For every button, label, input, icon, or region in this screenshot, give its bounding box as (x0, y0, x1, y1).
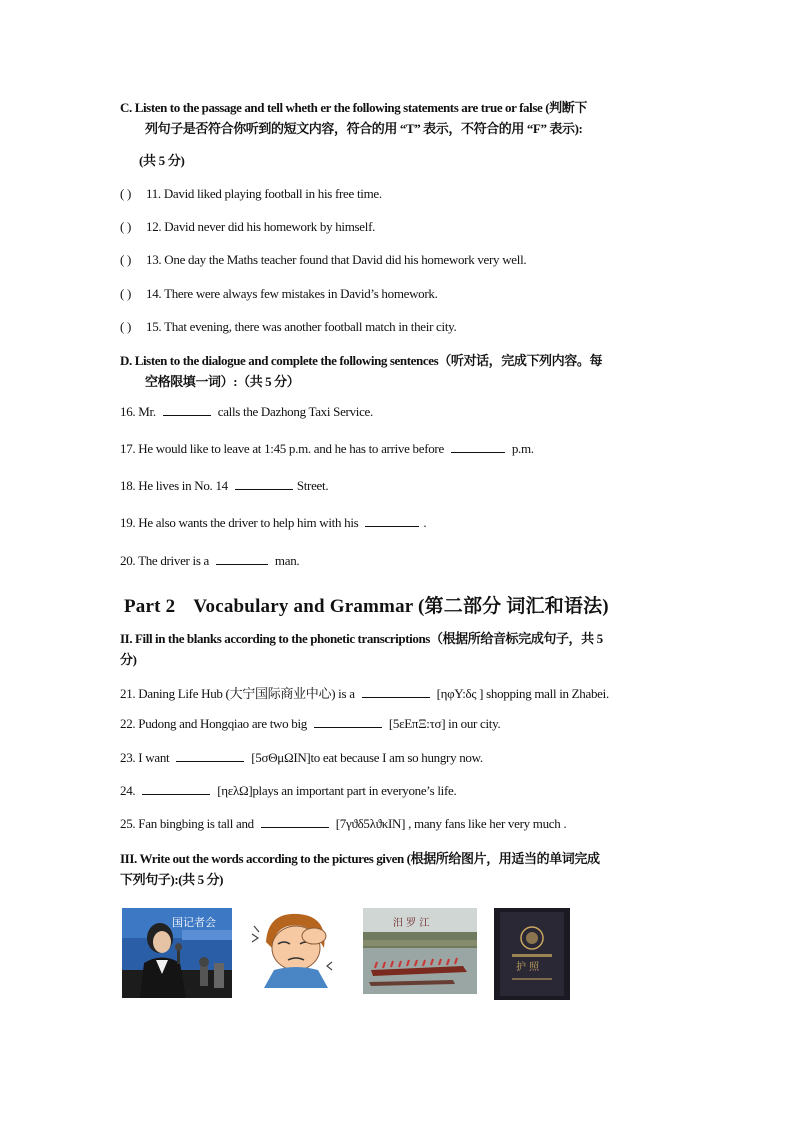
section-d-instruction-line1: D. Listen to the dialogue and complete the following sentences（听对话，完成下列内容。每 (120, 353, 603, 368)
answer-blank[interactable] (163, 404, 211, 416)
question-22 (120, 716, 500, 732)
question-text: [5σΘμΩΙΝ]to eat because I am so hungry now. (248, 750, 483, 765)
answer-blank[interactable] (365, 515, 419, 527)
question-text: 17. He would like to leave at 1:45 p.m. and he has to arrive before (120, 441, 447, 456)
interpreter-photo (122, 908, 232, 998)
answer-paren[interactable]: ( ) (120, 219, 132, 234)
question-20 (120, 553, 299, 569)
question-13 (120, 252, 526, 268)
answer-blank[interactable] (362, 686, 430, 698)
question-23 (120, 750, 483, 766)
question-text: 14. There were always few mistakes in David’s homework. (146, 286, 438, 301)
section-c-instruction-line2: 列句子是否符合你听到的短文内容，符合的用 “T” 表示，不符合的用 “F” 表示): (145, 121, 583, 136)
section-iii-instruction-line2: 下列句子):(共 5 分) (120, 872, 224, 887)
section-c-instruction-line1: C. Listen to the passage and tell wheth er the following statements are true or false (判断下 (120, 100, 587, 115)
picture-row (120, 908, 580, 1000)
section-iii-instruction-line1: III. Write out the words according to the pictures given (根据所给图片，用适当的单词完成 (120, 851, 600, 866)
section-d-instruction (120, 350, 680, 392)
question-16 (120, 404, 373, 420)
question-text: p.m. (508, 441, 534, 456)
question-15 (120, 319, 456, 335)
question-11 (120, 186, 382, 202)
answer-paren[interactable]: ( ) (120, 186, 132, 201)
section-c-instruction (120, 97, 680, 139)
question-text: 22. Pudong and Hongqiao are two big (120, 716, 310, 731)
section-ii-instruction-line1: II. Fill in the blanks according to the phonetic transcriptions（根据所给音标完成句子，共 5 (120, 631, 603, 646)
part-label: Part 2 (124, 596, 176, 617)
question-text: 25. Fan bingbing is tall and (120, 816, 257, 831)
question-text: [5εΕπΞ:τσ] in our city. (385, 716, 501, 731)
question-text: 21. Daning Life Hub (大宁国际商业中心) is a (120, 686, 358, 701)
question-text: . (423, 515, 427, 530)
question-text: 24. (120, 783, 139, 798)
question-text: 13. One day the Maths teacher found that David did his homework very well. (146, 252, 527, 267)
section-iii-instruction (120, 848, 680, 890)
question-text: 18. He lives in No. 14 (120, 478, 231, 493)
part-2-heading (124, 591, 609, 618)
question-text: calls the Dazhong Taxi Service. (214, 404, 373, 419)
answer-blank[interactable] (216, 553, 268, 565)
question-24 (120, 783, 456, 799)
question-17 (120, 441, 534, 457)
section-ii-instruction-line2: 分) (120, 652, 137, 667)
question-text: [ηελΩ]plays an important part in everyone’s life. (214, 783, 457, 798)
photo-caption: 国记者会 (172, 916, 216, 929)
question-text: 15. That evening, there was another football match in their city. (146, 319, 457, 334)
answer-blank[interactable] (142, 783, 210, 795)
question-text: 16. Mr. (120, 404, 159, 419)
answer-paren[interactable]: ( ) (120, 319, 132, 334)
section-d-instruction-line2: 空格限填一词）:（共 5 分） (145, 374, 300, 389)
question-text: 12. David never did his homework by himself. (146, 219, 376, 234)
question-text: [7γϑδ5λϑκΙΝ] , many fans like her very much . (332, 816, 567, 831)
answer-paren[interactable]: ( ) (120, 252, 132, 267)
question-text: 23. I want (120, 750, 173, 765)
answer-blank[interactable] (314, 716, 382, 728)
question-text: Street. (296, 478, 329, 493)
answer-blank[interactable] (451, 441, 505, 453)
question-19 (120, 515, 426, 531)
answer-paren[interactable]: ( ) (120, 286, 132, 301)
answer-blank[interactable] (261, 816, 329, 828)
answer-blank[interactable] (176, 750, 244, 762)
section-ii-instruction (120, 628, 680, 670)
question-14 (120, 286, 438, 302)
question-text: 19. He also wants the driver to help him with his (120, 515, 362, 530)
question-25 (120, 816, 566, 832)
dragon-boat-race-photo (363, 908, 477, 994)
question-text: man. (271, 553, 300, 568)
section-c-points: (共 5 分) (139, 153, 185, 168)
question-21 (120, 683, 609, 702)
question-text: 11. David liked playing football in his free time. (146, 186, 382, 201)
question-18 (120, 478, 328, 494)
passport-photo (494, 908, 570, 1000)
question-12 (120, 219, 375, 235)
photo-caption: 护 照 (516, 962, 540, 973)
photo-caption: 汨 罗 江 (393, 918, 430, 929)
question-text: [ηφΥ:δς ] shopping mall in Zhabei. (433, 686, 609, 701)
answer-blank[interactable] (235, 478, 293, 490)
headache-cartoon (248, 908, 340, 988)
part-title: Vocabulary and Grammar (第二部分 词汇和语法) (193, 596, 609, 617)
question-text: 20. The driver is a (120, 553, 212, 568)
